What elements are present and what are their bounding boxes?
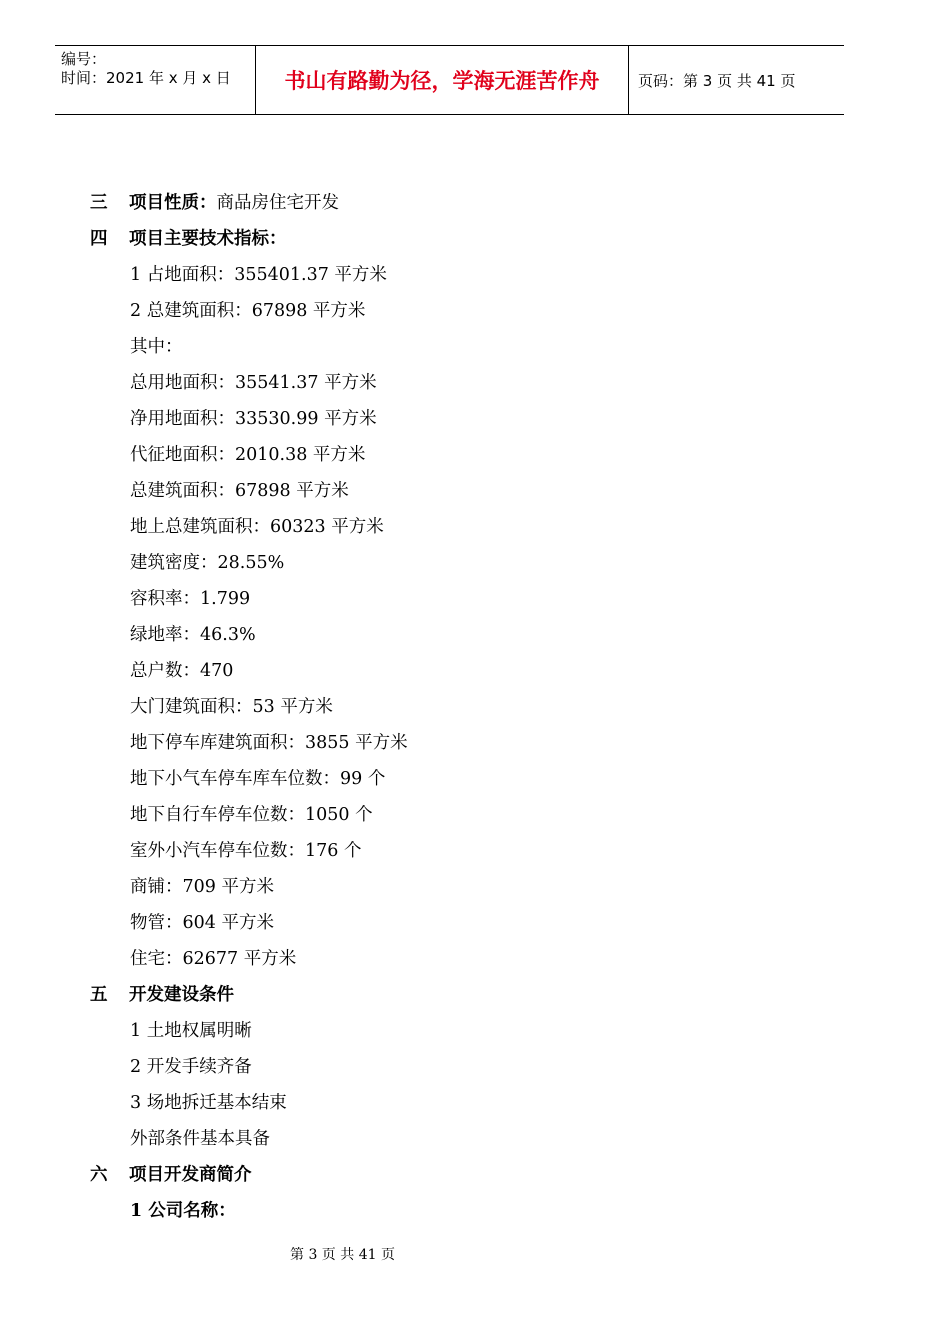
indicator-item: 其中：	[130, 337, 183, 357]
indicator-item: 2 总建筑面积：67898 平方米	[130, 301, 366, 321]
section-heading-5: 五 开发建设条件	[90, 985, 234, 1005]
document-number-label: 编号：	[61, 50, 107, 68]
indicator-item: 地下停车库建筑面积：3855 平方米	[130, 733, 408, 753]
section-heading-3: 三 项目性质：商品房住宅开发	[90, 193, 339, 213]
indicator-item: 1 占地面积：355401.37 平方米	[130, 265, 387, 285]
footer-page-number: 第 3 页 共 41 页	[290, 1247, 395, 1263]
indicator-item: 总用地面积：35541.37 平方米	[130, 373, 377, 393]
indicator-item: 商铺：709 平方米	[130, 877, 274, 897]
condition-item: 1 土地权属明晰	[130, 1021, 252, 1041]
indicator-item: 室外小汽车停车位数：176 个	[130, 841, 362, 861]
document-date-label: 时间：2021 年 x 月 x 日	[61, 69, 231, 87]
indicator-item: 代征地面积：2010.38 平方米	[130, 445, 366, 465]
section-heading-6: 六 项目开发商简介	[90, 1165, 252, 1185]
indicator-item: 净用地面积：33530.99 平方米	[130, 409, 377, 429]
indicator-item: 建筑密度：28.55%	[130, 553, 285, 573]
header-page-label: 页码：第 3 页 共 41 页	[638, 71, 796, 90]
indicator-item: 容积率：1.799	[130, 589, 251, 609]
indicator-item: 大门建筑面积：53 平方米	[130, 697, 333, 717]
header-meta	[55, 46, 255, 114]
company-name-label: 1 公司名称：	[130, 1201, 236, 1221]
section-heading-4: 四 项目主要技术指标：	[90, 229, 287, 249]
indicator-item: 地上总建筑面积：60323 平方米	[130, 517, 384, 537]
header-motto: 书山有路勤为径，学海无涯苦作舟	[255, 46, 629, 114]
condition-item: 2 开发手续齐备	[130, 1057, 252, 1077]
condition-item: 3 场地拆迁基本结束	[130, 1093, 287, 1113]
indicator-item: 绿地率：46.3%	[130, 625, 256, 645]
indicator-item: 总户数：470	[130, 661, 234, 681]
indicator-item: 地下自行车停车位数：1050 个	[130, 805, 373, 825]
page-header	[55, 45, 844, 115]
indicator-item: 地下小气车停车库车位数：99 个	[130, 769, 386, 789]
condition-item: 外部条件基本具备	[130, 1129, 270, 1149]
indicator-item: 总建筑面积：67898 平方米	[130, 481, 349, 501]
indicator-item: 住宅：62677 平方米	[130, 949, 297, 969]
indicator-item: 物管：604 平方米	[130, 913, 274, 933]
page-footer	[0, 1245, 950, 1265]
